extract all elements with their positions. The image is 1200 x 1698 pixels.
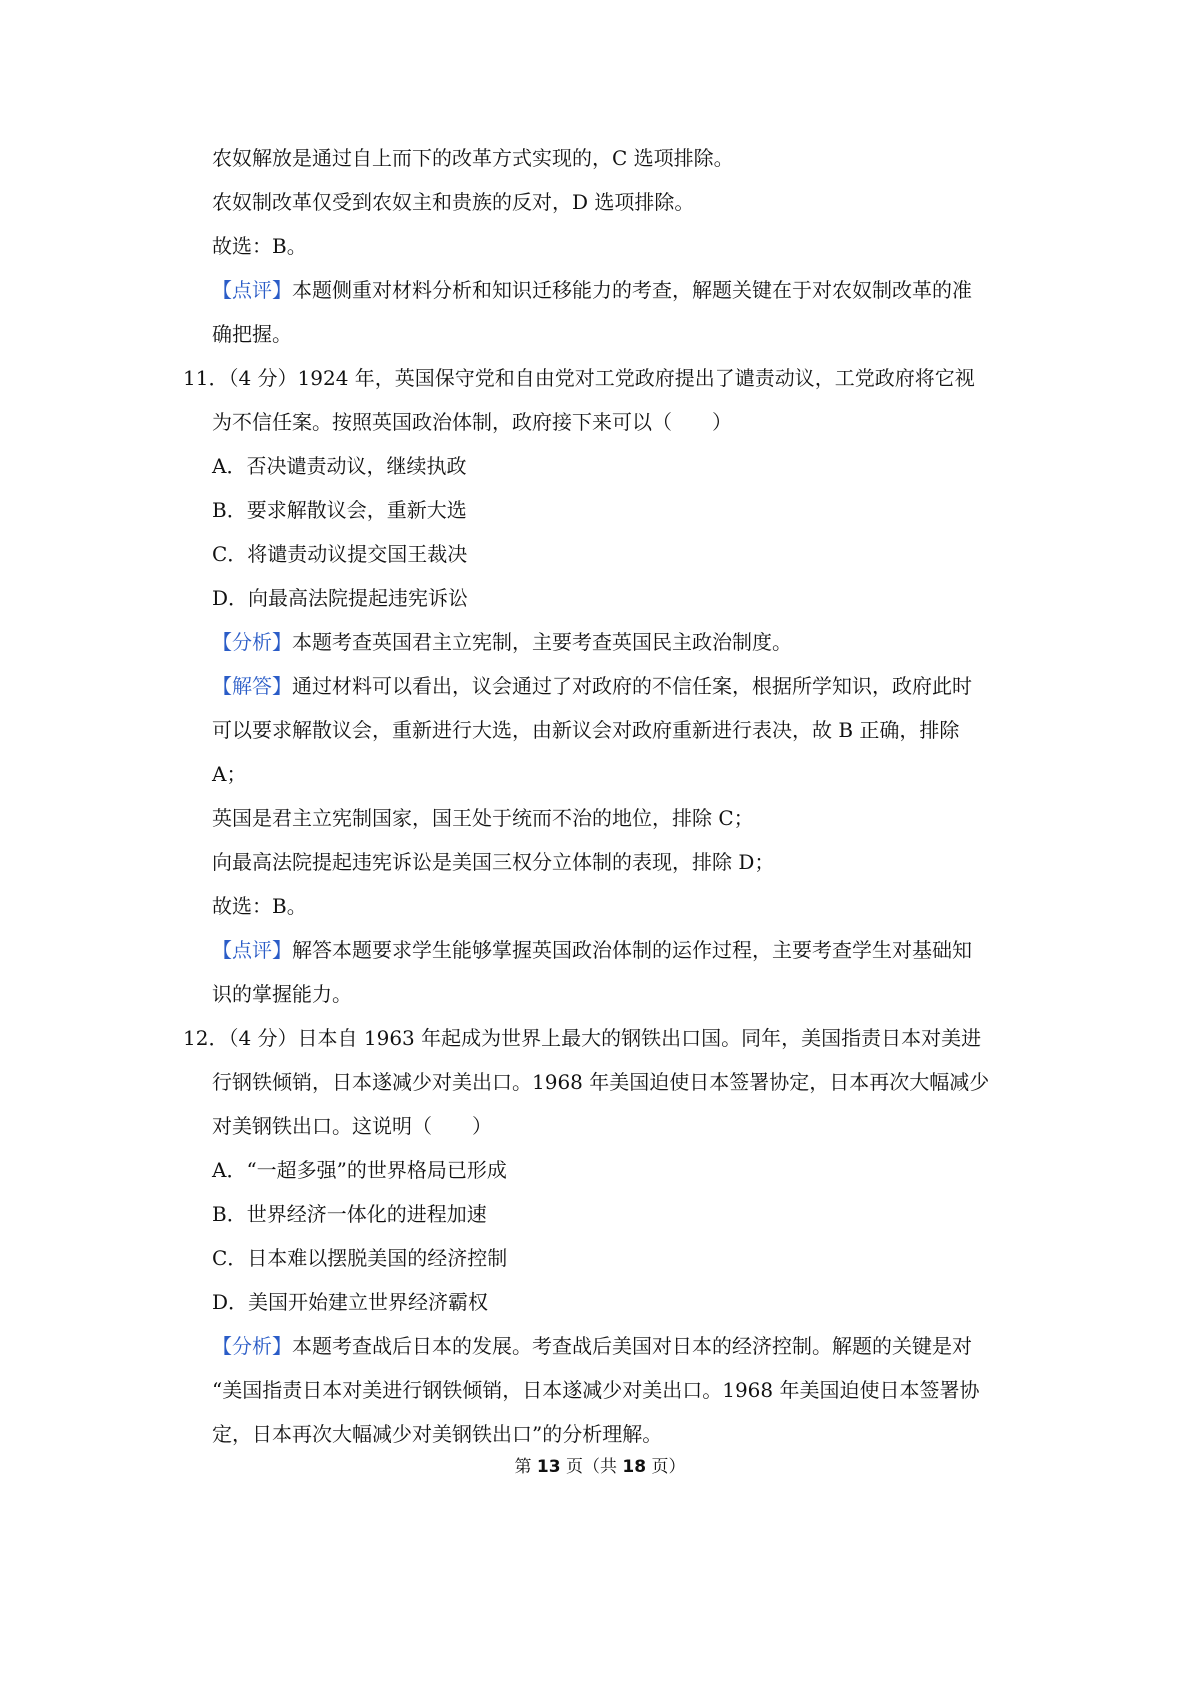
review-tag: 【点评】 [212, 278, 292, 302]
paragraph-line: “美国指责日本对美进行钢铁倾销，日本遂减少对美出口。1968 年美国迫使日本签署协 [212, 1378, 980, 1402]
question-11-option-d: D．向最高法院提起违宪诉讼 [212, 586, 469, 610]
question-12-stem: 12．（4 分）日本自 1963 年起成为世界上最大的钢铁出口国。同年，美国指责日本对美进 [183, 1026, 982, 1050]
paragraph-line: 定，日本再次大幅减少对美钢铁出口”的分析理解。 [212, 1422, 663, 1446]
question-12-option-b: B．世界经济一体化的进程加速 [212, 1202, 487, 1226]
paragraph-line: 故选：B。 [212, 234, 307, 258]
question-12-option-c: C．日本难以摆脱美国的经济控制 [212, 1246, 508, 1270]
paragraph-line: 英国是君主立宪制国家，国王处于统而不治的地位，排除 C； [212, 806, 754, 830]
analysis-block [212, 630, 792, 654]
analysis-tag: 【分析】 [212, 630, 292, 654]
footer-page-number: 13 [536, 1457, 561, 1477]
paragraph-line: A； [212, 762, 247, 786]
footer-prefix: 第 [514, 1457, 537, 1477]
paragraph-line: 识的掌握能力。 [212, 982, 352, 1006]
footer-mid: 页（共 [560, 1457, 623, 1477]
question-11-stem: 11．（4 分）1924 年，英国保守党和自由党对工党政府提出了谴责动议，工党政府将它视 [183, 366, 975, 390]
analysis-text: 本题考查战后日本的发展。考查战后美国对日本的经济控制。解题的关键是对 [292, 1334, 972, 1358]
answer-text: 通过材料可以看出，议会通过了对政府的不信任案，根据所学知识，政府此时 [292, 674, 972, 698]
question-12-option-d: D．美国开始建立世界经济霸权 [212, 1290, 489, 1314]
review-block [212, 278, 972, 302]
question-12-option-a: A．“一超多强”的世界格局已形成 [212, 1158, 507, 1182]
answer-block [212, 674, 972, 698]
footer-total-pages: 18 [622, 1457, 647, 1477]
paragraph-line: 故选：B。 [212, 894, 307, 918]
paragraph-line: 农奴解放是通过自上而下的改革方式实现的，C 选项排除。 [212, 146, 734, 170]
paragraph-line: 向最高法院提起违宪诉讼是美国三权分立体制的表现，排除 D； [212, 850, 775, 874]
review-tag: 【点评】 [212, 938, 292, 962]
paragraph-line: 可以要求解散议会，重新进行大选，由新议会对政府重新进行表决，故 B 正确，排除 [212, 718, 960, 742]
question-11-option-a: A．否决谴责动议，继续执政 [212, 454, 467, 478]
footer-suffix: 页） [646, 1457, 686, 1477]
review-text: 本题侧重对材料分析和知识迁移能力的考查，解题关键在于对农奴制改革的准 [292, 278, 972, 302]
analysis-block [212, 1334, 972, 1358]
review-text: 解答本题要求学生能够掌握英国政治体制的运作过程，主要考查学生对基础知 [292, 938, 972, 962]
question-11-option-c: C．将谴责动议提交国王裁决 [212, 542, 468, 566]
paragraph-line: 确把握。 [212, 322, 292, 346]
analysis-tag: 【分析】 [212, 1334, 292, 1358]
review-block [212, 938, 972, 962]
paragraph-line: 农奴制改革仅受到农奴主和贵族的反对，D 选项排除。 [212, 190, 695, 214]
question-11-stem-cont: 为不信任案。按照英国政治体制，政府接下来可以（ ） [212, 410, 732, 434]
question-12-stem-cont: 对美钢铁出口。这说明（ ） [212, 1114, 492, 1138]
analysis-text: 本题考查英国君主立宪制，主要考查英国民主政治制度。 [292, 630, 792, 654]
question-12-stem-cont: 行钢铁倾销，日本遂减少对美出口。1968 年美国迫使日本签署协定，日本再次大幅减少 [212, 1070, 990, 1094]
page-footer [0, 1456, 1200, 1478]
question-11-option-b: B．要求解散议会，重新大选 [212, 498, 467, 522]
answer-tag: 【解答】 [212, 674, 292, 698]
